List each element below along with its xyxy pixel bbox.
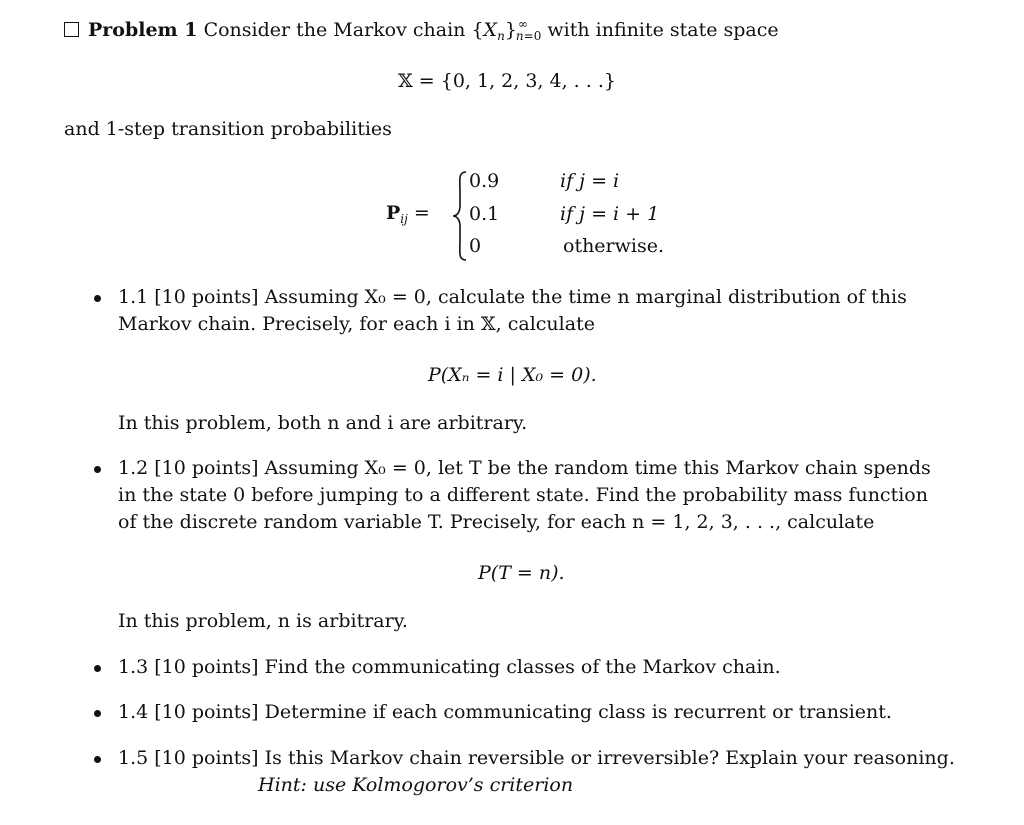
part-1-2-line2: in the state 0 before jumping to a different state. Find the probability mass function (118, 484, 928, 506)
bullet-1-4 (94, 710, 101, 717)
case-condition-2: otherwise. (563, 235, 665, 257)
part-1-2-label: 1.2 [10 points] (118, 457, 259, 479)
part-1-1-line1 (118, 286, 907, 309)
part-1-2-formula: P(T = n). (478, 562, 565, 584)
bullet-1-3 (94, 665, 101, 672)
part-1-2-text: Assuming X₀ = 0, let T be the random time this Markov chain spends (264, 457, 931, 479)
part-1-5-line (118, 747, 955, 770)
part-1-3-text: Find the communicating classes of the Markov chain. (264, 656, 781, 678)
left-brace-icon (452, 170, 468, 262)
problem-header (88, 19, 779, 42)
bullet-1-2 (94, 466, 101, 473)
problem-intro-tail: with infinite state space (547, 19, 779, 41)
bullet-1-1 (94, 295, 101, 302)
part-1-2-line3: of the discrete random variable T. Precisely, for each n = 1, 2, 3, . . ., calculate (118, 511, 875, 533)
part-1-5-text: Is this Markov chain reversible or irreversible? Explain your reasoning. (264, 747, 955, 769)
part-1-2-line1 (118, 457, 931, 480)
problem-intro: Consider the Markov chain (203, 19, 466, 41)
part-1-1-text: Assuming X₀ = 0, calculate the time n marginal distribution of this (264, 286, 907, 308)
case-condition-0: if j = i (560, 170, 620, 192)
bullet-1-5 (94, 756, 101, 763)
part-1-1-note: In this problem, both n and i are arbitrary. (118, 412, 528, 434)
state-space: 𝕏 = {0, 1, 2, 3, 4, . . .} (398, 70, 616, 92)
part-1-4-text: Determine if each communicating class is recurrent or transient. (264, 701, 892, 723)
problem-checkbox[interactable] (64, 22, 79, 37)
transition-intro: and 1-step transition probabilities (64, 118, 392, 140)
part-1-3-line (118, 656, 781, 679)
chain-notation: $\{X_n\}^\infty_{n=0}$ (471, 17, 542, 43)
case-condition-1: if j = i + 1 (560, 203, 660, 225)
part-1-3-label: 1.3 [10 points] (118, 656, 259, 678)
case-value-0: 0.9 (469, 170, 500, 192)
part-1-2-note: In this problem, n is arbitrary. (118, 610, 408, 632)
case-value-1: 0.1 (469, 203, 500, 225)
p-ij-label: $P_{ij}$ = (386, 202, 430, 226)
problem-title: Problem 1 (88, 19, 198, 41)
part-1-1-formula: P(Xₙ = i | X₀ = 0). (428, 364, 597, 386)
part-1-4-label: 1.4 [10 points] (118, 701, 259, 723)
part-1-1-label: 1.1 [10 points] (118, 286, 259, 308)
part-1-5-hint: Hint: use Kolmogorov’s criterion (258, 774, 574, 796)
case-value-2: 0 (469, 235, 482, 257)
part-1-1-line2: Markov chain. Precisely, for each i in 𝕏, calculate (118, 313, 595, 335)
part-1-4-line (118, 701, 892, 724)
part-1-5-label: 1.5 [10 points] (118, 747, 259, 769)
